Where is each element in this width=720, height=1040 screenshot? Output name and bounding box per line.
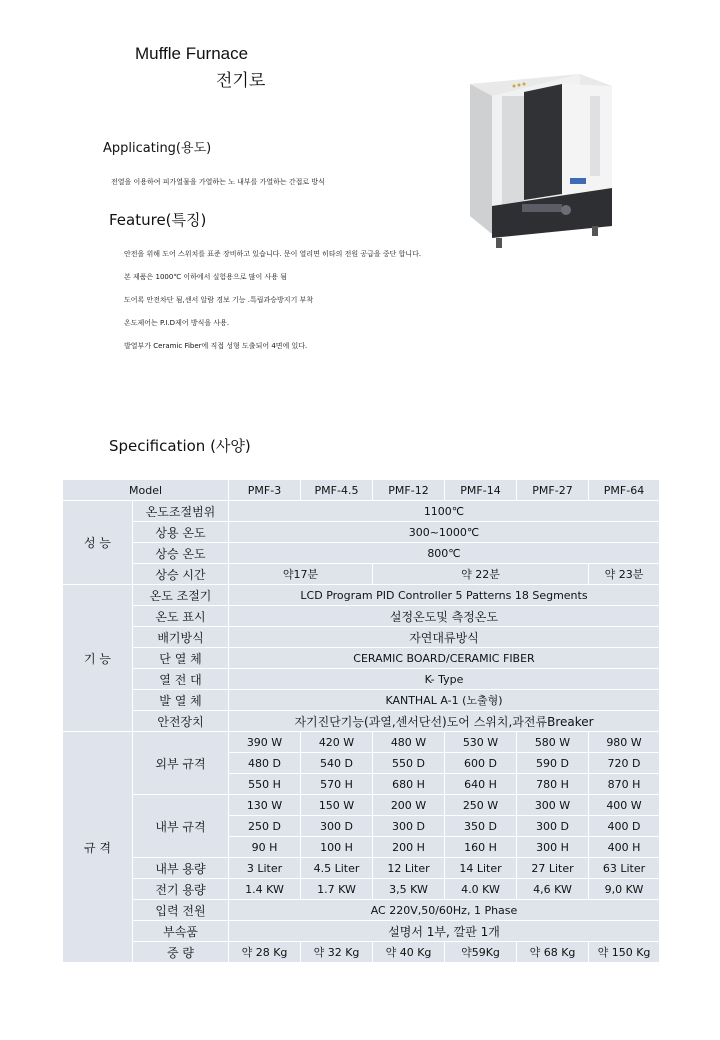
title-en: Muffle Furnace	[135, 44, 249, 63]
table-cell: 680 H	[373, 774, 445, 795]
table-cell: 570 H	[301, 774, 373, 795]
table-cell: 580 W	[517, 732, 589, 753]
table-cell: 350 D	[445, 816, 517, 837]
table-cell: 100 H	[301, 837, 373, 858]
table-cell: 27 Liter	[517, 858, 589, 879]
applicating-text: 전열을 이용하여 피가열물을 가열하는 노 내부를 가열하는 간접로 방식	[111, 178, 325, 186]
table-cell: 약 23분	[589, 564, 660, 585]
table-cell: 200 W	[373, 795, 445, 816]
table-cell: 250 D	[229, 816, 301, 837]
row-label: 입력 전원	[133, 900, 229, 921]
table-cell: 640 H	[445, 774, 517, 795]
table-cell: 1.7 KW	[301, 879, 373, 900]
table-cell: 300 D	[517, 816, 589, 837]
model-header: Model	[63, 480, 229, 501]
table-row	[63, 711, 660, 732]
table-row	[63, 690, 660, 711]
table-cell: 63 Liter	[589, 858, 660, 879]
feature-item: 안전을 위해 도어 스위치를 표준 장비하고 있습니다. 문이 열리면 히타의 전원 공급을 중단 합니다.	[124, 250, 422, 258]
applicating-heading: Applicating(용도)	[103, 141, 212, 156]
model-cell: PMF-12	[373, 480, 445, 501]
table-cell: 300 D	[301, 816, 373, 837]
feature-item: 발열부가 Ceramic Fiber에 직접 성형 도출되어 4면에 있다.	[124, 342, 308, 350]
table-cell: 800℃	[229, 543, 660, 564]
row-label: 상승 시간	[133, 564, 229, 585]
table-cell: 400 H	[589, 837, 660, 858]
category-performance: 성 능	[63, 501, 133, 585]
model-cell: PMF-64	[589, 480, 660, 501]
row-label: 열 전 대	[133, 669, 229, 690]
table-cell: 530 W	[445, 732, 517, 753]
table-cell: 420 W	[301, 732, 373, 753]
table-row	[63, 627, 660, 648]
table-cell: 4.5 Liter	[301, 858, 373, 879]
row-label: 전기 용량	[133, 879, 229, 900]
table-cell: 4.0 KW	[445, 879, 517, 900]
table-cell: 90 H	[229, 837, 301, 858]
table-cell: 720 D	[589, 753, 660, 774]
table-cell: 200 H	[373, 837, 445, 858]
feature-item: 본 제품은 1000℃ 이하에서 실험용으로 많이 사용 됨	[124, 273, 287, 281]
table-cell: 590 D	[517, 753, 589, 774]
table-cell: LCD Program PID Controller 5 Patterns 18 Segments	[229, 585, 660, 606]
table-cell: 약 150 Kg	[589, 942, 660, 963]
furnace-image	[462, 66, 612, 256]
table-row	[63, 564, 660, 585]
table-cell: 약 32 Kg	[301, 942, 373, 963]
row-label: 온도조절범위	[133, 501, 229, 522]
table-cell: 980 W	[589, 732, 660, 753]
model-cell: PMF-4.5	[301, 480, 373, 501]
row-label: 내부 용량	[133, 858, 229, 879]
table-cell: 약 28 Kg	[229, 942, 301, 963]
table-cell: 160 H	[445, 837, 517, 858]
table-row	[63, 543, 660, 564]
table-cell: 870 H	[589, 774, 660, 795]
table-cell: 130 W	[229, 795, 301, 816]
row-label: 단 열 체	[133, 648, 229, 669]
row-label: 상용 온도	[133, 522, 229, 543]
table-row	[63, 669, 660, 690]
row-label: 내부 규격	[133, 795, 229, 858]
table-cell: 300 W	[517, 795, 589, 816]
table-row	[63, 585, 660, 606]
table-cell: K- Type	[229, 669, 660, 690]
table-row	[63, 648, 660, 669]
table-cell: 4,6 KW	[517, 879, 589, 900]
row-label: 상승 온도	[133, 543, 229, 564]
row-label: 온도 조절기	[133, 585, 229, 606]
model-cell: PMF-27	[517, 480, 589, 501]
table-cell: 300 H	[517, 837, 589, 858]
category-spec: 규 격	[63, 732, 133, 963]
table-cell: AC 220V,50/60Hz, 1 Phase	[229, 900, 660, 921]
table-cell: 약17분	[229, 564, 373, 585]
row-label: 외부 규격	[133, 732, 229, 795]
table-cell: 1100℃	[229, 501, 660, 522]
row-label: 중 량	[133, 942, 229, 963]
table-cell: 780 H	[517, 774, 589, 795]
table-cell: 14 Liter	[445, 858, 517, 879]
table-cell: 3 Liter	[229, 858, 301, 879]
specification-table	[62, 479, 660, 963]
table-cell: 자기진단기능(과열,센서단선)도어 스위치,과전류Breaker	[229, 711, 660, 732]
feature-list	[124, 249, 454, 364]
row-label: 부속품	[133, 921, 229, 942]
table-cell: 600 D	[445, 753, 517, 774]
table-cell: 자연대류방식	[229, 627, 660, 648]
category-function: 기 능	[63, 585, 133, 732]
table-row	[63, 900, 660, 921]
table-cell: 약59Kg	[445, 942, 517, 963]
row-label: 안전장치	[133, 711, 229, 732]
title-ko: 전기로	[216, 71, 266, 91]
table-cell: 약 22분	[373, 564, 589, 585]
table-row	[63, 858, 660, 879]
table-row	[63, 522, 660, 543]
table-cell: 400 D	[589, 816, 660, 837]
table-cell: 150 W	[301, 795, 373, 816]
table-cell: 550 H	[229, 774, 301, 795]
table-cell: 약 40 Kg	[373, 942, 445, 963]
table-cell: 300 D	[373, 816, 445, 837]
table-row	[63, 921, 660, 942]
table-cell: 12 Liter	[373, 858, 445, 879]
table-row	[63, 480, 660, 501]
table-cell: 3,5 KW	[373, 879, 445, 900]
table-cell: 설정온도및 측정온도	[229, 606, 660, 627]
table-cell: 400 W	[589, 795, 660, 816]
table-cell: 480 D	[229, 753, 301, 774]
feature-heading: Feature(특징)	[109, 211, 207, 229]
table-row	[63, 732, 660, 753]
table-cell: 9,0 KW	[589, 879, 660, 900]
table-cell: 540 D	[301, 753, 373, 774]
table-row	[63, 501, 660, 522]
table-cell: 390 W	[229, 732, 301, 753]
feature-item: 온도제어는 P.I.D제어 방식을 사용.	[124, 319, 230, 327]
table-cell: KANTHAL A-1 (노출형)	[229, 690, 660, 711]
table-row	[63, 795, 660, 816]
feature-item: 도어록 안전차단 됨,센서 알람 경보 기능 .특립과승방지기 부착	[124, 296, 314, 304]
row-label: 발 열 체	[133, 690, 229, 711]
table-cell: 설명서 1부, 깔판 1개	[229, 921, 660, 942]
table-row	[63, 606, 660, 627]
specification-heading: Specification (사양)	[109, 437, 251, 455]
table-row	[63, 942, 660, 963]
model-cell: PMF-14	[445, 480, 517, 501]
table-cell: 480 W	[373, 732, 445, 753]
table-cell: 1.4 KW	[229, 879, 301, 900]
table-row	[63, 879, 660, 900]
table-cell: 250 W	[445, 795, 517, 816]
row-label: 온도 표시	[133, 606, 229, 627]
table-cell: CERAMIC BOARD/CERAMIC FIBER	[229, 648, 660, 669]
table-cell: 300~1000℃	[229, 522, 660, 543]
model-cell: PMF-3	[229, 480, 301, 501]
row-label: 배기방식	[133, 627, 229, 648]
table-cell: 약 68 Kg	[517, 942, 589, 963]
table-cell: 550 D	[373, 753, 445, 774]
